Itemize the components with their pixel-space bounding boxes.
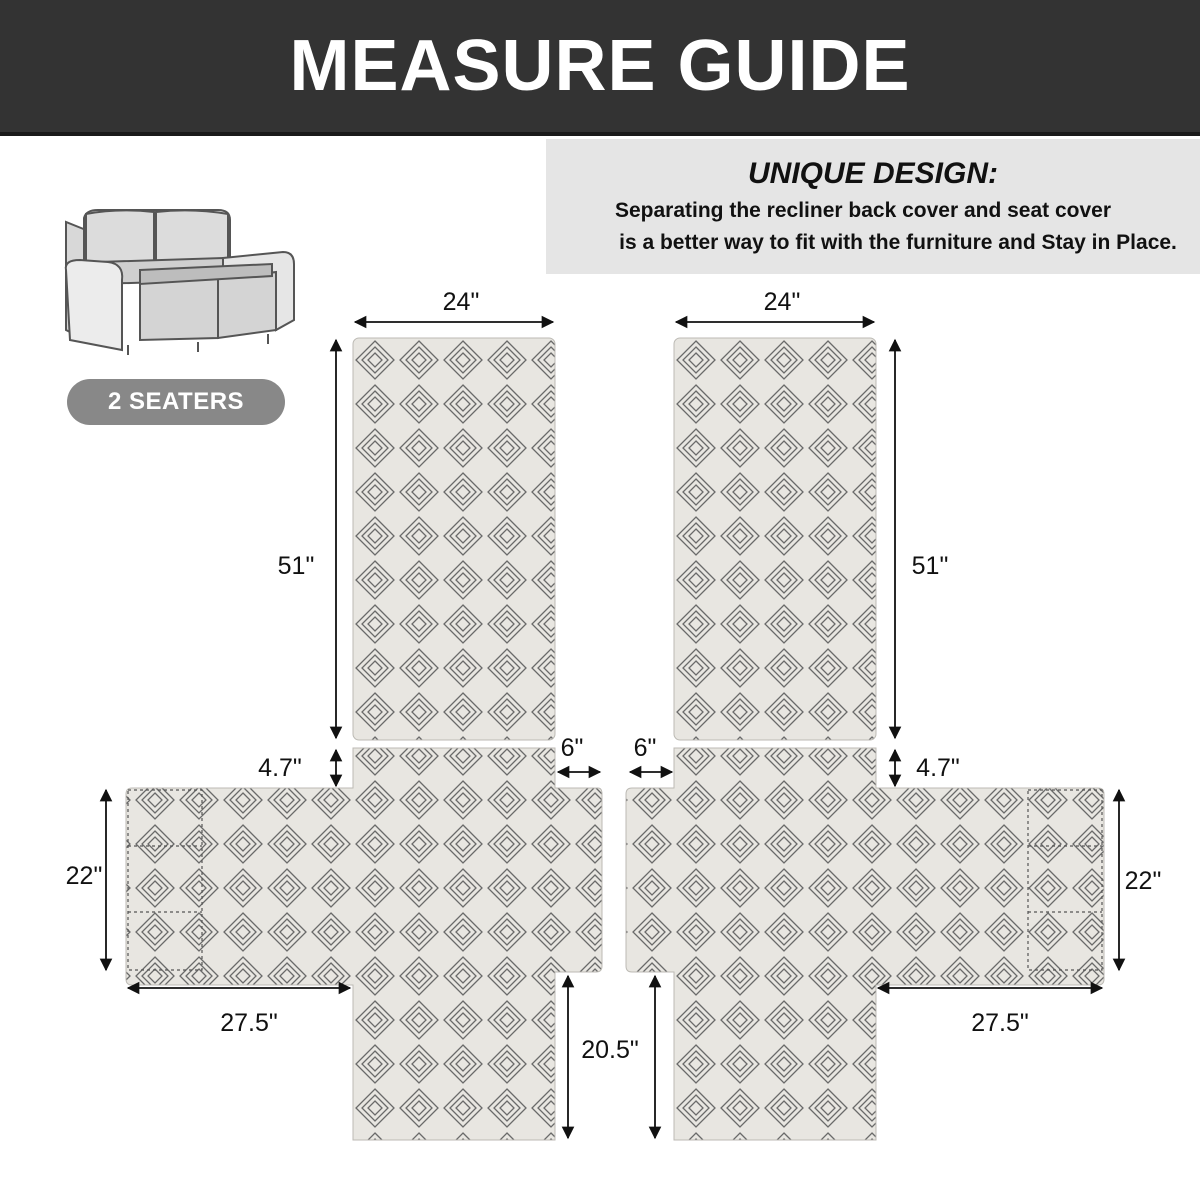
right-back-panel	[674, 338, 876, 740]
left-arm-width-label: 27.5"	[220, 1009, 278, 1037]
page-title: MEASURE GUIDE	[289, 26, 911, 106]
right-gap-label: 4.7"	[916, 754, 960, 782]
left-back-panel	[353, 338, 555, 740]
seat-count-badge: 2 SEATERS	[67, 379, 285, 425]
right-back-height-label: 51"	[911, 552, 949, 580]
left-back-width-label: 24"	[442, 288, 480, 316]
design-heading: UNIQUE DESIGN:	[747, 157, 999, 190]
left-seat-panel	[126, 748, 602, 1140]
left-cover	[126, 338, 602, 1140]
left-back-height-label: 51"	[277, 552, 315, 580]
design-description-line-1: Separating the recliner back cover and seat cover	[614, 199, 1112, 222]
left-gap-label: 4.7"	[258, 754, 302, 782]
right-back-width-label: 24"	[763, 288, 801, 316]
design-description-line-2: is a better way to fit with the furniture and Stay in Place.	[619, 231, 1177, 254]
left-seat-side-label: 6"	[560, 734, 584, 762]
right-arm-width-label: 27.5"	[971, 1009, 1029, 1037]
right-seat-panel	[626, 748, 1104, 1140]
left-front-flap-label: 20.5"	[581, 1036, 639, 1064]
right-arm-height-label: 22"	[1124, 867, 1162, 895]
right-cover	[626, 338, 1104, 1140]
left-arm-height-label: 22"	[65, 862, 103, 890]
right-seat-side-label: 6"	[633, 734, 657, 762]
